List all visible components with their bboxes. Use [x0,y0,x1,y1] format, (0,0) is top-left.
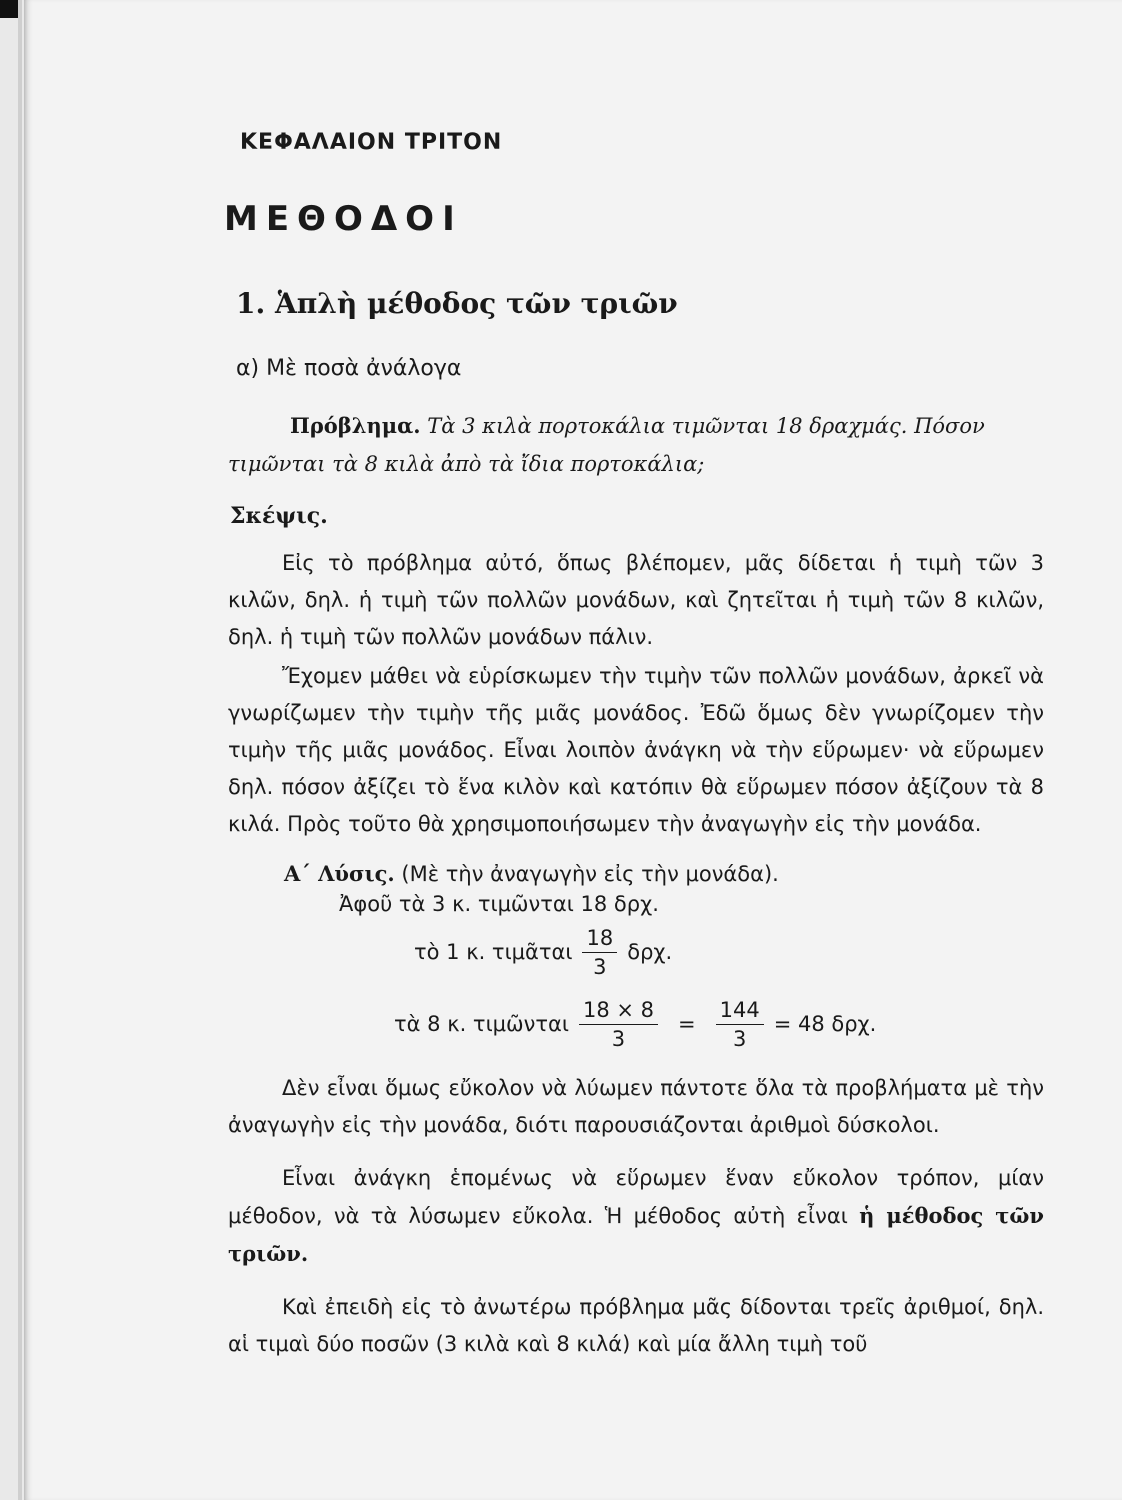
paragraph-1: Εἰς τὸ πρόβλημα αὐτό, ὅπως βλέπομεν, μᾶς δίδεται ἡ τιμὴ τῶν 3 κιλῶν, δηλ. ἡ τιμὴ τῶν πολλῶν μονάδων, καὶ ζητεῖται ἡ τιμὴ τῶν 8 κιλῶν, δηλ. ἡ τιμὴ τῶν πολλῶν μονάδων πάλιν. [228,551,1044,649]
subsection-heading: α) Μὲ ποσὰ ἀνάλογα [236,356,462,381]
eq1-denominator: 3 [593,954,607,979]
problem-text: Τὰ 3 κιλὰ πορτοκάλια τιμῶνται 18 δραχμάς. Πόσον τιμῶνται τὰ 8 κιλὰ ἀπὸ τὰ ἴδια πορτοκάλια; [228,414,985,476]
paragraph-4-text: Εἶναι ἀνάγκη ἑπομένως νὰ εὕρωμεν ἕναν εὔκολον τρόπον, μίαν μέθοδον, νὰ τὰ λύσωμεν εὔκολα. Ἡ μέθοδος αὐτὴ εἶναι [228,1166,1044,1228]
equation-unit-price [414,916,1044,988]
scan-page-edge [18,0,22,1500]
paragraph-4 [228,1160,1044,1273]
solution-heading [284,861,1044,886]
eq2-denominator-2: 3 [732,1026,747,1051]
chapter-heading: ΚΕΦΑΛΑΙΟΝ ΤΡΙΤΟΝ [240,130,503,155]
equation-total-price [394,988,1044,1060]
section-number: 1. [236,287,266,320]
solution-label: Α΄ Λύσις. [284,861,395,886]
paragraph-4-bold: ἡ μέθοδος τῶν τριῶν. [228,1203,1044,1266]
eq2-numerator-2: 144 [716,996,764,1025]
eq1-fraction [582,924,617,981]
problem-statement [228,407,1044,483]
eq1-left: τὸ 1 κ. τιμᾶται [414,940,573,964]
eq2-denominator-1: 3 [611,1026,626,1051]
reasoning-label: Σκέψις. [230,503,328,529]
eq2-equals: = [677,1012,696,1036]
section-title: Ἁπλὴ μέθοδος τῶν τριῶν [274,287,678,320]
solution-line-1: Ἀφοῦ τὰ 3 κ. τιμῶνται 18 δρχ. [339,892,659,916]
paragraph-2: Ἔχομεν μάθει νὰ εὑρίσκωμεν τὴν τιμὴν τῶν πολλῶν μονάδων, ἀρκεῖ νὰ γνωρίζωμεν τὴν τιμὴν τῆς μιᾶς μονάδος. Ἐδῶ ὅμως δὲν γνωρίζομεν τὴν τιμὴν τῆς μιᾶς μονάδος. Εἶναι λοιπὸν ἀνάγκη νὰ τὴν εὕρωμεν· νὰ εὕρωμεν δηλ. πόσον ἀξίζει τὸ ἕνα κιλὸν καὶ κατόπιν θὰ εὕρωμεν πόσον ἀξίζουν τὰ 8 κιλά. Πρὸς τοῦτο θὰ χρησιμοποιήσωμεν τὴν ἀναγωγὴν εἰς τὴν μονάδα. [228,664,1044,836]
chapter-title: ΜΕΘΟΔΟΙ [224,199,463,239]
page-content [214,120,1044,1363]
eq2-fraction-2 [716,996,764,1053]
paragraph-3: Δὲν εἶναι ὅμως εὔκολον νὰ λύωμεν πάντοτε ὅλα τὰ προβλήματα μὲ τὴν ἀναγωγὴν εἰς τὴν μονάδα, διότι παρουσιάζονται ἀριθμοὶ δύσκολοι. [228,1076,1044,1137]
eq1-unit: δρχ. [627,940,673,964]
eq1-numerator: 18 [582,924,617,953]
eq2-left: τὰ 8 κ. τιμῶνται [394,1012,569,1036]
scan-corner-mark [0,0,20,18]
eq2-numerator-1: 18 × 8 [579,996,658,1025]
book-page [24,0,1122,1500]
section-heading [236,287,1044,320]
eq2-result: = 48 δρχ. [773,1012,877,1036]
paragraph-5: Καὶ ἐπειδὴ εἰς τὸ ἀνωτέρω πρόβλημα μᾶς δίδονται τρεῖς ἀριθμοί, δηλ. αἱ τιμαὶ δύο ποσῶν (3 κιλὰ καὶ 8 κιλά) καὶ μία ἄλλη τιμὴ τοῦ [228,1295,1044,1356]
eq2-fraction-1 [579,996,658,1053]
solution-note: (Μὲ τὴν ἀναγωγὴν εἰς τὴν μονάδα). [401,862,779,886]
problem-label: Πρόβλημα. [290,413,421,438]
